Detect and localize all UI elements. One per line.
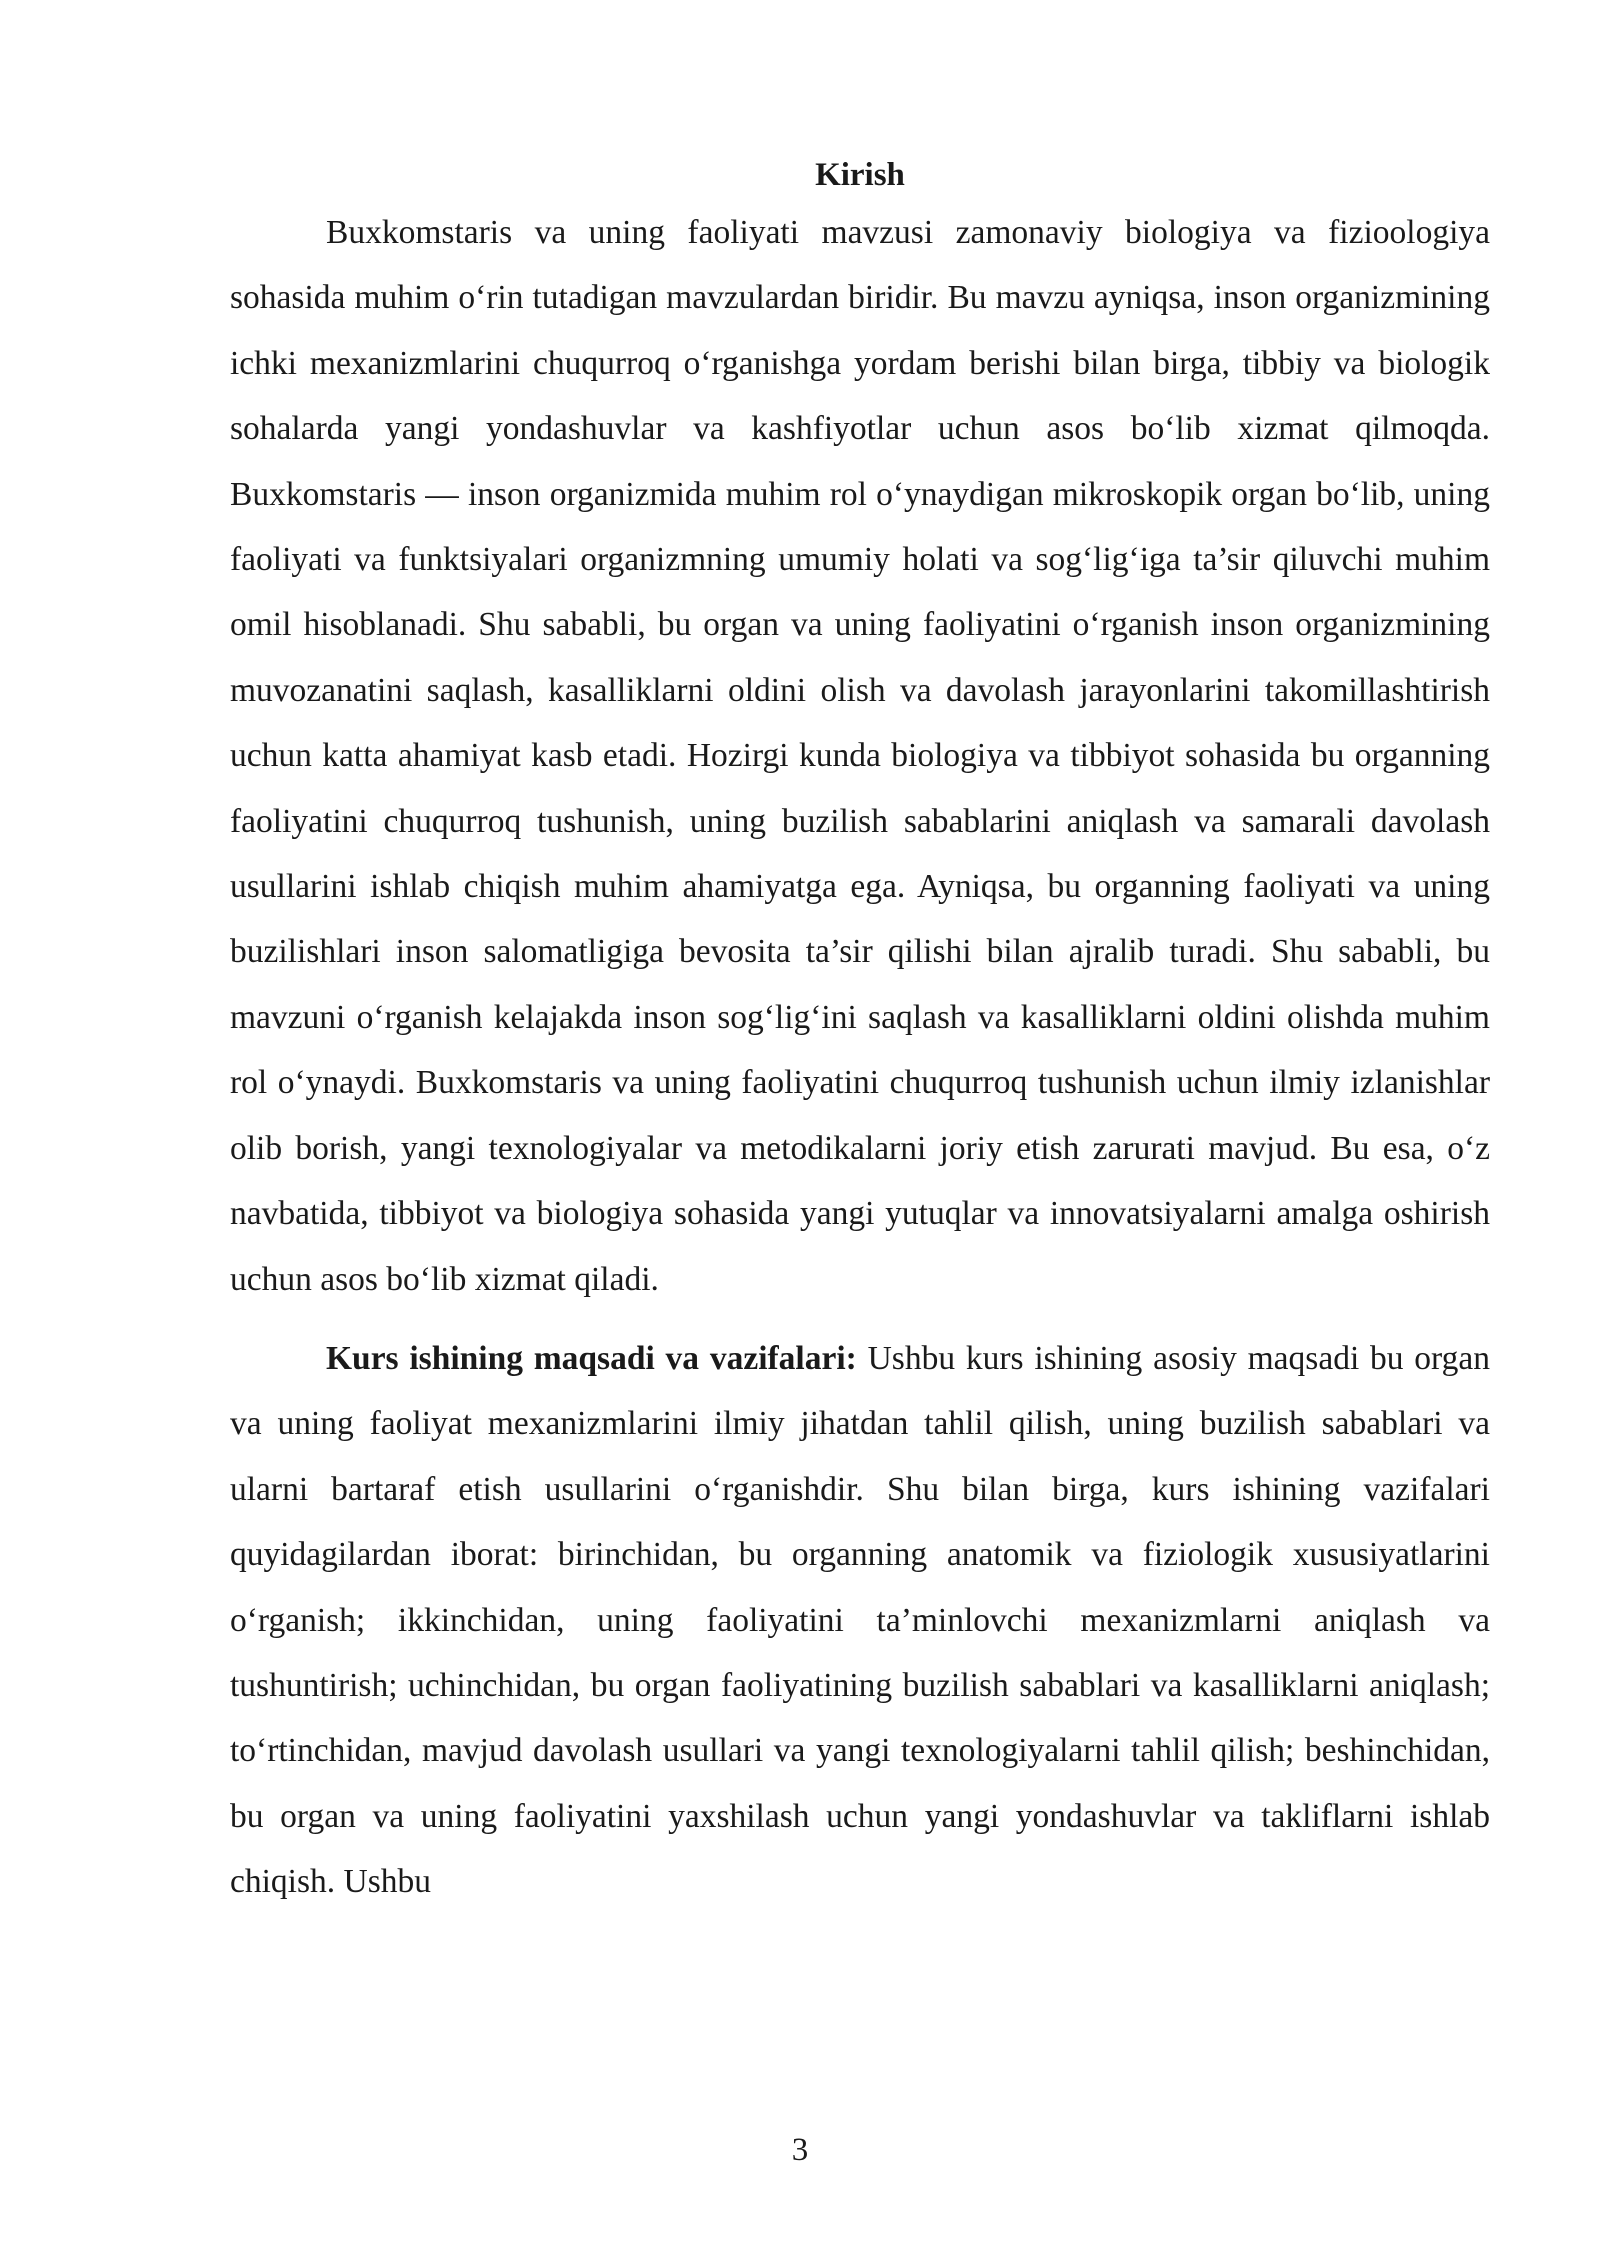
page-content — [230, 150, 1490, 1915]
intro-paragraph — [230, 200, 1490, 1312]
page-number: 3 — [791, 2132, 809, 2168]
goals-paragraph — [230, 1326, 1490, 1915]
paragraph-body: Ushbu kurs ishining asosiy maqsadi bu organ va uning faoliyat mexanizmlarini ilmiy jihatdan tahlil qilish, uning buzilish sabablari va ularni bartaraf etish usullarini o‘rganishdir. Shu bilan birga, kurs ishining vazifalari quyidagilardan iborat: birinchidan, bu organning anatomik va fiziologik xususiyatlarini o‘rganish; ikkinchidan, uning faoliyatini ta’minlovchi mexanizmlarni aniqlash va tushuntirish; uchinchidan, bu organ faoliyatining buzilish sabablari va kasalliklarni aniqlash; to‘rtinchidan, mavjud davolash usullari va yangi texnologiyalarni tahlil qilish; beshinchidan, bu organ va uning faoliyatini yaxshilash uchun yangi yondashuvlar va takliflarni ishlab chiqish. Ushbu — [230, 1339, 1490, 1901]
paragraph-lead: Kurs ishining maqsadi va vazifalari: — [326, 1339, 857, 1377]
paragraph-body: Buxkomstaris va uning faoliyati mavzusi zamonaviy biologiya va fizioologiya sohasida muhim o‘rin tutadigan mavzulardan biridir. Bu mavzu ayniqsa, inson organizmining ichki mexanizmlarini chuqurroq o‘rganishga yordam berishi bilan birga, tibbiy va biologik sohalarda yangi yondashuvlar va kashfiyotlar uchun asos bo‘lib xizmat qilmoqda. Buxkomstaris — inson organizmida muhim rol o‘ynaydigan mikroskopik organ bo‘lib, uning faoliyati va funktsiyalari organizmning umumiy holati va sog‘lig‘iga ta’sir qiluvchi muhim omil hisoblanadi. Shu sababli, bu organ va uning faoliyatini o‘rganish inson organizmining muvozanatini saqlash, kasalliklarni oldini olish va davolash jarayonlarini takomillashtirish uchun katta ahamiyat kasb etadi. Hozirgi kunda biologiya va tibbiyot sohasida bu organning faoliyatini chuqurroq tushunish, uning buzilish sabablarini aniqlash va samarali davolash usullarini ishlab chiqish muhim ahamiyatga ega. Ayniqsa, bu organning faoliyati va uning buzilishlari inson salomatligiga bevosita ta’sir qilishi bilan ajralib turadi. Shu sababli, bu mavzuni o‘rganish kelajakda inson sog‘lig‘ini saqlash va kasalliklarni oldini olishda muhim rol o‘ynaydi. Buxkomstaris va uning faoliyatini chuqurroq tushunish uchun ilmiy izlanishlar olib borish, yangi texnologiyalar va metodikalarni joriy etish zarurati mavjud. Bu esa, o‘z navbatida, tibbiyot va biologiya sohasida yangi yutuqlar va innovatsiyalarni amalga oshirish uchun asos bo‘lib xizmat qiladi. — [230, 214, 1490, 1298]
section-heading: Kirish — [815, 157, 905, 193]
